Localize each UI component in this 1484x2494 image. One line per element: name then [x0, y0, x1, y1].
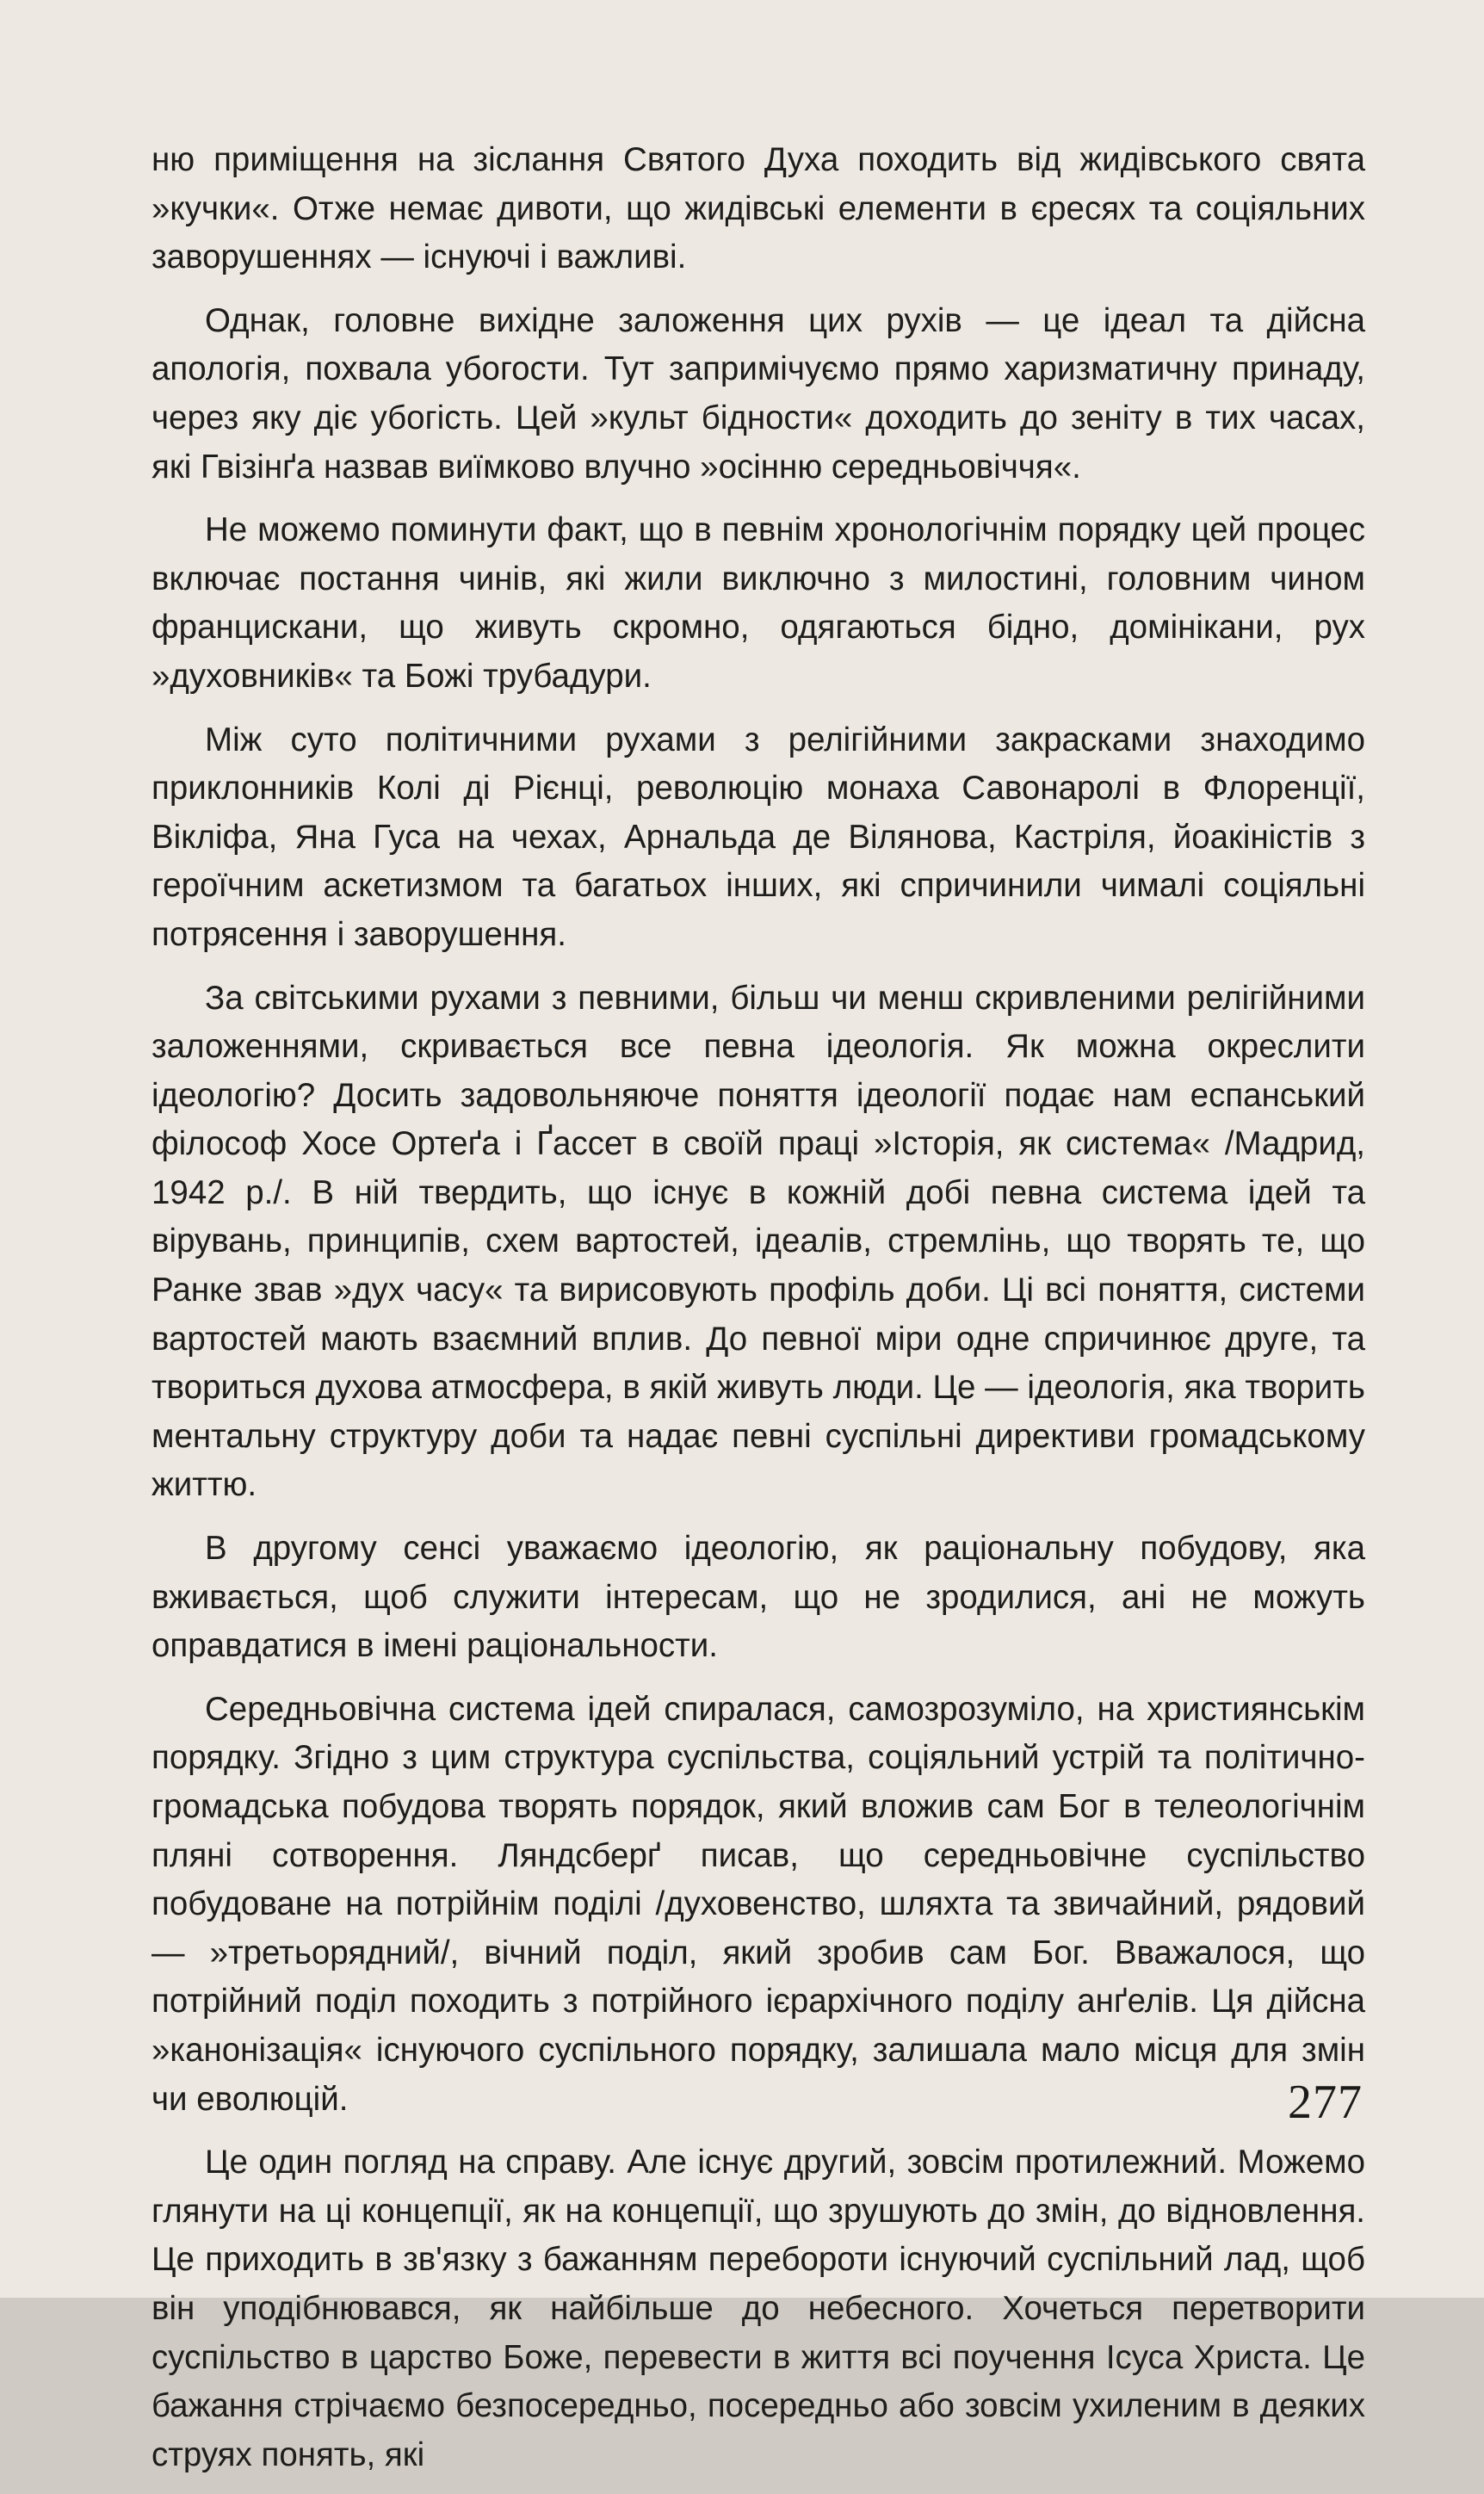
- paragraph: ню приміщення на зіслання Святого Духа походить від жидівського свята »кучки«. Отже немає дивоти, що жидівські елементи в єресях та соціяльних заворушеннях — існуючі і важливі.: [151, 141, 1365, 276]
- body-text: [151, 136, 1365, 2494]
- paragraph: За світськими рухами з певними, більш чи менш скривленими релігійними заложеннями, скривається все певна ідеологія. Як можна окреслити ідеологію? Досить задовольняюче поняття ідеології подає нам еспанський філософ Хосе Ортеґа і Ґассет в своїй праці »Історія, як система« /Мадрид, 1942 р./. В ній твердить, що існує в кожній добі певна система ідей та вірувань, принципів, схем вартостей, ідеалів, стремлінь, що творять те, що Ранке звав »дух часу« та вирисовують профіль доби. Ці всі поняття, системи вартостей мають взаємний вплив. До певної міри одне спричинює друге, та твориться духова атмосфера, в якій живуть люди. Це — ідеологія, яка творить ментальну структуру доби та надає певні суспільні директиви громадському життю.: [151, 979, 1365, 1504]
- paragraph: Не можемо поминути факт, що в певнім хронологічнім порядку цей процес включає постання чинів, які жили виключно з милостині, головним чином францискани, що живуть скромно, одягаються бідно, домінікани, рух »духовників« та Божі трубадури.: [151, 511, 1365, 695]
- paragraph: В другому сенсі уважаємо ідеологію, як раціональну побудову, яка вживається, щоб служити інтересам, що не зродилися, ані не можуть оправдатися в імені раціональности.: [151, 1530, 1365, 1665]
- paragraph: Це один погляд на справу. Але існує другий, зовсім протилежний. Можемо глянути на ці концепції, як на концепції, що зрушують до змін, до відновлення. Це приходить в зв'язку з бажанням перебороти існуючий суспільний лад, щоб він уподібнювався, як найбільше до небесного. Хочеться перетворити суспільство в царство Боже, перевести в життя всі поучення Ісуса Христа. Це бажання стрічаємо безпосередньо, посередньо або зовсім ухиленим в деяких струях понять, які: [151, 2144, 1365, 2473]
- page-number: 277: [1288, 2076, 1363, 2129]
- paragraph: Між суто політичними рухами з релігійними закрасками знаходимо приклонників Колі ді Рієнці, революцію монаха Савонаролі в Флоренції, Вікліфа, Яна Гуса на чехах, Арнальда де Вілянова, Кастріля, йоакіністів з героїчним аскетизмом та багатьох інших, які спричинили чималі соціяльні потрясення і заворушення.: [151, 721, 1365, 953]
- paragraph: Однак, головне вихідне заложення цих рухів — це ідеал та дійсна апологія, похвала убогости. Тут запримічуємо прямо харизматичну принаду, через яку діє убогість. Цей »культ бідности« доходить до зеніту в тих часах, які Гвізінґа назвав виїмково влучно »осінню середньовіччя«.: [151, 301, 1365, 486]
- paragraph: Середньовічна система ідей спиралася, самозрозуміло, на християнськім порядку. Згідно з цим структура суспільства, соціяльний устрій та політично-громадська побудова творять порядок, який вложив сам Бог в телеологічнім плянi сотворення. Ляндсберґ писав, що середньовічне суспільство побудоване на потрійнім поділі /духовенство, шляхта та звичайний, рядовий — »третьорядний/, вічний поділ, який зробив сам Бог. Вважалося, що потрійний поділ походить з потрійного ієрархічного поділу анґелів. Ця дійсна »канонізація« існуючого суспільного порядку, залишала мало місця для змін чи еволюцій.: [151, 1690, 1365, 2118]
